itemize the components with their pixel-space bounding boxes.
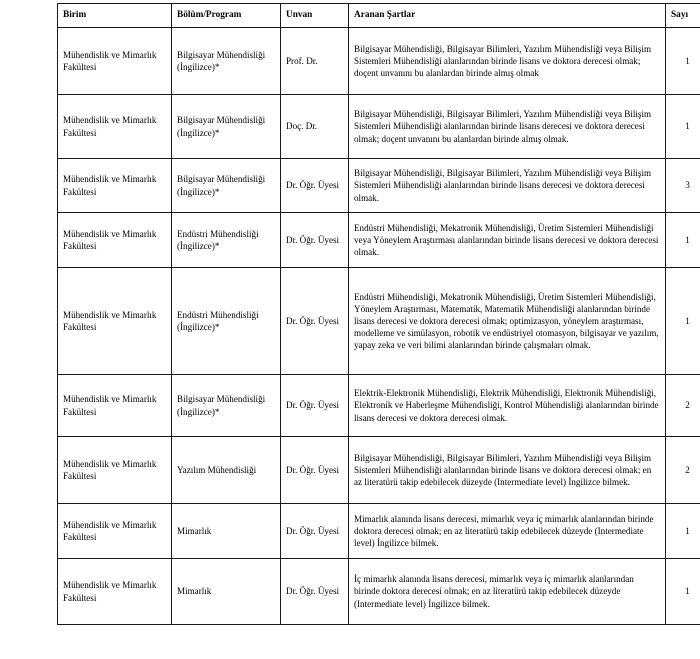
table-row <box>58 268 700 375</box>
cell-sartlar: Bilgisayar Mühendisliği, Bilgisayar Bilimleri, Yazılım Mühendisliği veya Bilişim Sistemleri Mühendisliği alanlarından birinde lisans derecesi ve doktora derecesi olmak; doçent unvanını bu alanlardan birinde almış olmak. <box>349 95 666 159</box>
cell-unvan: Prof. Dr. <box>281 28 349 95</box>
cell-unvan: Dr. Öğr. Üyesi <box>281 504 349 559</box>
cell-unvan: Dr. Öğr. Üyesi <box>281 375 349 437</box>
cell-birim: Mühendislik ve Mimarlık Fakültesi <box>58 437 172 504</box>
table-row <box>58 159 700 213</box>
akademik-kadro-ilan-tablosu <box>57 3 700 625</box>
cell-unvan: Dr. Öğr. Üyesi <box>281 268 349 375</box>
cell-bolum: Endüstri Mühendisliği (İngilizce)* <box>172 213 281 268</box>
cell-bolum: Bilgisayar Mühendisliği (İngilizce)* <box>172 28 281 95</box>
table-row <box>58 28 700 95</box>
cell-sayi: 2 <box>666 437 700 504</box>
cell-bolum: Bilgisayar Mühendisliği (İngilizce)* <box>172 375 281 437</box>
cell-unvan: Doç. Dr. <box>281 95 349 159</box>
cell-sayi: 1 <box>666 559 700 625</box>
cell-sartlar: İç mimarlık alanında lisans derecesi, mimarlık veya iç mimarlık alanlarından birinde doktora derecesi olmak; en az literatürü takip edebilecek düzeyde (Intermediate level) İngilizce bilmek. <box>349 559 666 625</box>
cell-bolum: Bilgisayar Mühendisliği (İngilizce)* <box>172 159 281 213</box>
cell-sartlar: Bilgisayar Mühendisliği, Bilgisayar Bilimleri, Yazılım Mühendisliği veya Bilişim Sistemleri Mühendisliği alanlarından birinde lisans ve doktora derecesi olmak; en az literatürü takip edebilecek düzeyde (Intermediate level) İngilizce bilmek. <box>349 437 666 504</box>
column-header-bolum: Bölüm/Program <box>172 4 281 28</box>
cell-sayi: 3 <box>666 159 700 213</box>
cell-bolum: Mimarlık <box>172 559 281 625</box>
cell-sartlar: Endüstri Mühendisliği, Mekatronik Mühendisliği, Üretim Sistemleri Mühendisliği veya Yöneylem Araştırması alanlarından birinde lisans derecesi ve doktora derecesi olmak. <box>349 213 666 268</box>
table-body <box>58 28 700 625</box>
cell-sartlar: Elektrik-Elektronik Mühendisliği, Elektrik Mühendisliği, Elektronik Mühendisliği, Elektronik ve Haberleşme Mühendisliği, Kontrol Mühendisliği alanlarından birinde lisans derecesi ve doktora derecesi olmak. <box>349 375 666 437</box>
cell-birim: Mühendislik ve Mimarlık Fakültesi <box>58 375 172 437</box>
cell-birim: Mühendislik ve Mimarlık Fakültesi <box>58 95 172 159</box>
table-row <box>58 559 700 625</box>
table-header <box>58 4 700 28</box>
cell-bolum: Yazılım Mühendisliği <box>172 437 281 504</box>
cell-unvan: Dr. Öğr. Üyesi <box>281 559 349 625</box>
cell-birim: Mühendislik ve Mimarlık Fakültesi <box>58 159 172 213</box>
cell-bolum: Endüstri Mühendisliği (İngilizce)* <box>172 268 281 375</box>
cell-sayi: 1 <box>666 95 700 159</box>
column-header-sartlar: Aranan Şartlar <box>349 4 666 28</box>
table-row <box>58 95 700 159</box>
column-header-birim: Birim <box>58 4 172 28</box>
cell-sayi: 1 <box>666 268 700 375</box>
cell-birim: Mühendislik ve Mimarlık Fakültesi <box>58 268 172 375</box>
table-row <box>58 504 700 559</box>
cell-birim: Mühendislik ve Mimarlık Fakültesi <box>58 504 172 559</box>
cell-bolum: Mimarlık <box>172 504 281 559</box>
cell-sartlar: Endüstri Mühendisliği, Mekatronik Mühendisliği, Üretim Sistemleri Mühendisliği, Yöneylem Araştırması, Matematik, Matematik Mühendisliği alanlarından birinde lisans derecesi ve doktora derecesi olmak; optimizasyon, yöneylem araştırması, modelleme ve simülasyon, robotik ve endüstriyel otomasyon, bilgisayar ve yazılım, yapay zeka ve veri bilimi alanlarından birinde çalışmaları olmak. <box>349 268 666 375</box>
table-container <box>57 3 690 625</box>
cell-unvan: Dr. Öğr. Üyesi <box>281 213 349 268</box>
table-row <box>58 213 700 268</box>
table-row <box>58 375 700 437</box>
cell-sartlar: Bilgisayar Mühendisliği, Bilgisayar Bilimleri, Yazılım Mühendisliği veya Bilişim Sistemleri Mühendisliği alanlarından birinde lisans derecesi ve doktora derecesi olmak. <box>349 159 666 213</box>
cell-sartlar: Mimarlık alanında lisans derecesi, mimarlık veya iç mimarlık alanlarından birinde doktora derecesi olmak; en az literatürü takip edebilecek düzeyde (Intermediate level) İngilizce bilmek. <box>349 504 666 559</box>
cell-unvan: Dr. Öğr. Üyesi <box>281 159 349 213</box>
cell-unvan: Dr. Öğr. Üyesi <box>281 437 349 504</box>
table-row <box>58 437 700 504</box>
cell-bolum: Bilgisayar Mühendisliği (İngilizce)* <box>172 95 281 159</box>
column-header-unvan: Unvan <box>281 4 349 28</box>
cell-birim: Mühendislik ve Mimarlık Fakültesi <box>58 213 172 268</box>
cell-birim: Mühendislik ve Mimarlık Fakültesi <box>58 28 172 95</box>
column-header-sayi: Sayı <box>666 4 700 28</box>
cell-sayi: 1 <box>666 213 700 268</box>
cell-birim: Mühendislik ve Mimarlık Fakültesi <box>58 559 172 625</box>
cell-sayi: 1 <box>666 28 700 95</box>
cell-sayi: 2 <box>666 375 700 437</box>
cell-sayi: 1 <box>666 504 700 559</box>
table-header-row <box>58 4 700 28</box>
cell-sartlar: Bilgisayar Mühendisliği, Bilgisayar Bilimleri, Yazılım Mühendisliği veya Bilişim Sistemleri Mühendisliği alanlarından birinde lisans ve doktora derecesi olmak; doçent unvanını bu alanlardan birinde almış olmak <box>349 28 666 95</box>
